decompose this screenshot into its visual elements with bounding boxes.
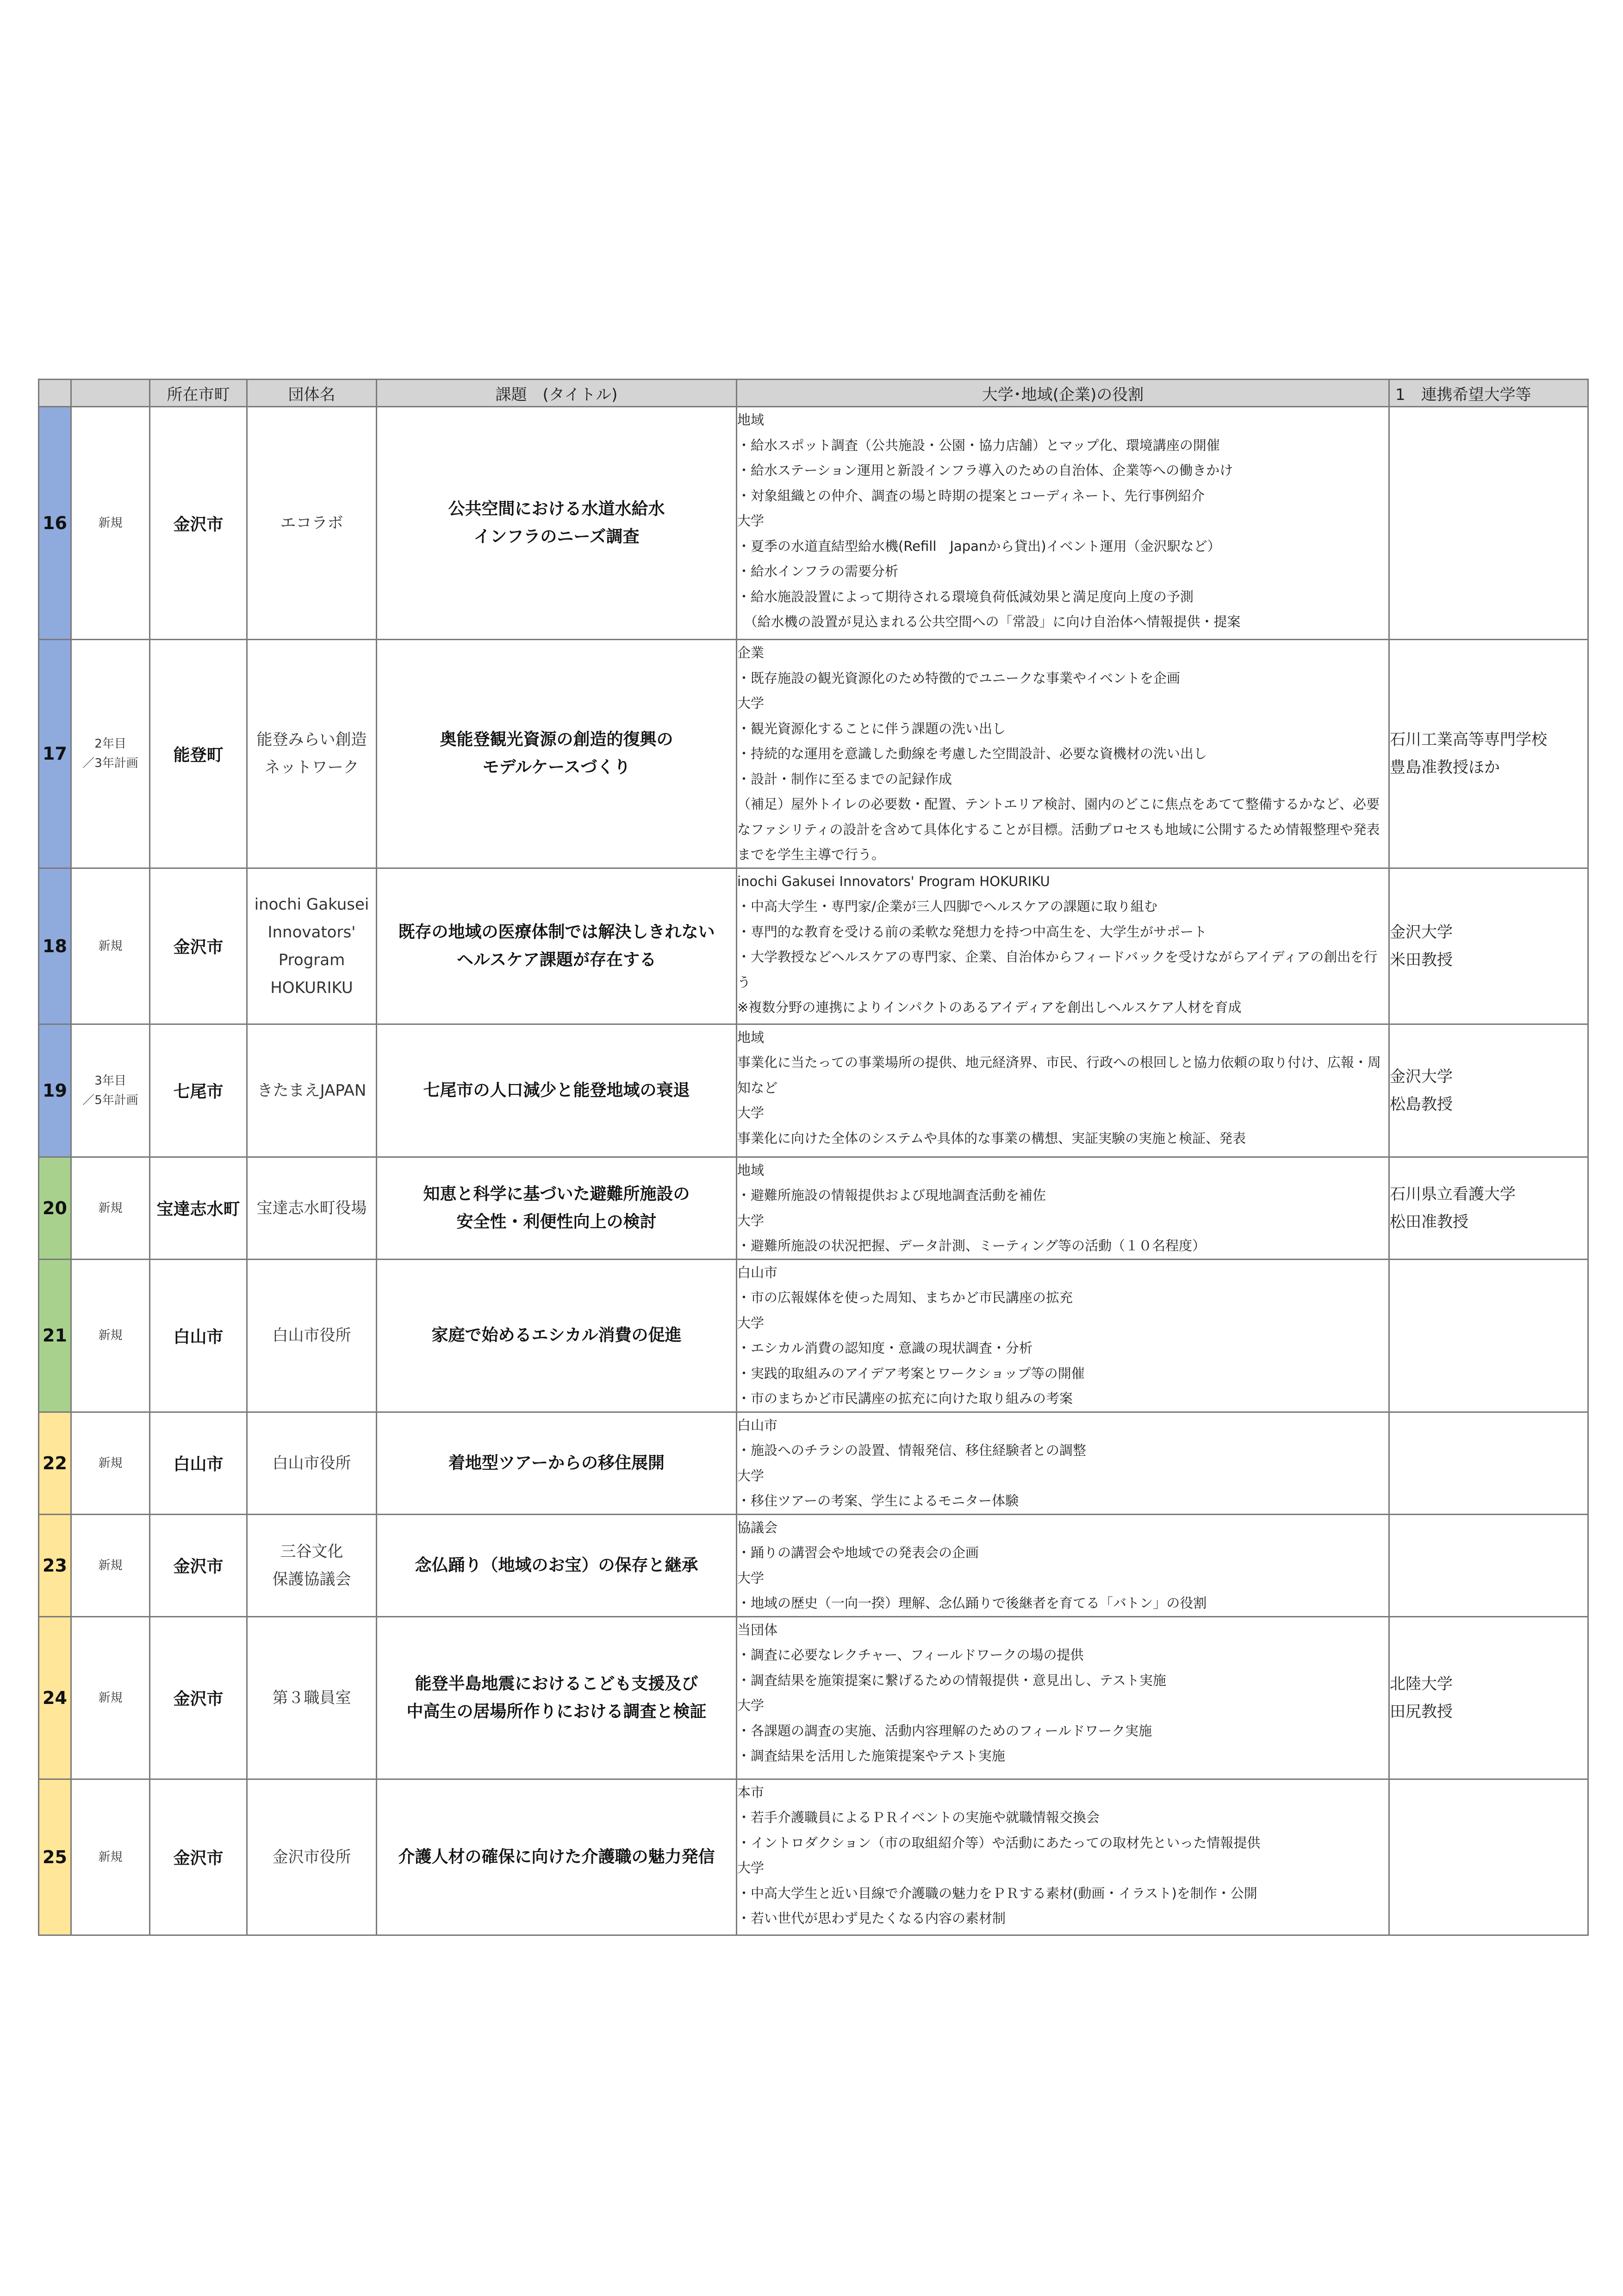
row-city: 白山市 xyxy=(150,1412,247,1514)
role-line: 白山市 xyxy=(737,1264,778,1280)
group-line: 保護協議会 xyxy=(272,1570,351,1589)
role-line: ・観光資源化することに伴う課題の洗い出し xyxy=(737,720,1006,736)
role-line: 事業化に向けた全体のシステムや具体的な事業の構想、実証実験の実施と検証、発表 xyxy=(737,1130,1246,1146)
role-line: ・給水スポット調査（公共施設・公園・協力店舗）とマップ化、環境講座の開催 xyxy=(737,437,1220,453)
group-line: 白山市役所 xyxy=(272,1454,351,1472)
row-title xyxy=(377,407,737,640)
row-university xyxy=(1389,1514,1588,1616)
row-roles xyxy=(737,640,1389,868)
row-status xyxy=(71,1616,150,1779)
row-city: 金沢市 xyxy=(150,407,247,640)
role-line: ・避難所施設の情報提供および現地調査活動を補佐 xyxy=(737,1187,1046,1203)
university-line: 北陸大学 xyxy=(1390,1674,1453,1693)
role-line: 企業 xyxy=(737,645,765,661)
row-city: 七尾市 xyxy=(150,1024,247,1157)
header-university: 1 連携希望大学等 xyxy=(1389,380,1588,407)
role-line: 当団体 xyxy=(737,1622,778,1638)
row-city: 金沢市 xyxy=(150,1779,247,1935)
row-roles xyxy=(737,1779,1389,1935)
table-header-row xyxy=(39,380,1588,407)
table-row xyxy=(39,1157,1588,1259)
role-line: 事業化に当たっての事業場所の提供、地元経済界、市民、行政への根回しと協力依頼の取り付け、広報・周知など xyxy=(737,1054,1381,1096)
role-line: ・避難所施設の状況把握、データ計測、ミーティング等の活動（１０名程度） xyxy=(737,1238,1206,1254)
role-line: ・移住ツアーの考案、学生によるモニター体験 xyxy=(737,1493,1019,1509)
title-line: 公共空間における水道水給水 xyxy=(448,499,665,518)
row-title xyxy=(377,1259,737,1412)
role-line: ※複数分野の連携によりインパクトのあるアイディアを創出しヘルスケア人材を育成 xyxy=(737,999,1242,1015)
row-number: 17 xyxy=(39,640,71,868)
row-group xyxy=(247,1024,377,1157)
title-line: 能登半島地震におけるこども支援及び xyxy=(415,1674,698,1693)
row-roles xyxy=(737,1616,1389,1779)
role-line: （補足）屋外トイレの必要数・配置、テントエリア検討、園内のどこに焦点をあてて整備するかなど、必要なファシリティの設計を含めて具体化することが目標。活動プロセスも地域に公開するため情報整理や発表までを学生主導で行う。 xyxy=(737,796,1380,862)
role-line: 大学 xyxy=(737,1315,765,1331)
role-line: ・エシカル消費の認知度・意識の現状調査・分析 xyxy=(737,1340,1033,1356)
group-line: 三谷文化 xyxy=(280,1542,343,1561)
row-number: 23 xyxy=(39,1514,71,1616)
role-line: ・若い世代が思わず見たくなる内容の素材制 xyxy=(737,1910,1006,1926)
row-university xyxy=(1389,1779,1588,1935)
title-line: インフラのニーズ調査 xyxy=(473,527,640,546)
row-status xyxy=(71,1259,150,1412)
title-line: 念仏踊り（地域のお宝）の保存と継承 xyxy=(415,1555,698,1575)
university-line: 金沢大学 xyxy=(1390,1067,1453,1086)
role-line: 大学 xyxy=(737,1570,765,1586)
row-roles xyxy=(737,1259,1389,1412)
row-university xyxy=(1389,1412,1588,1514)
table-row xyxy=(39,1779,1588,1935)
group-line: Innovators' xyxy=(267,923,356,942)
role-line: ・設計・制作に至るまでの記録作成 xyxy=(737,771,952,787)
row-roles xyxy=(737,1024,1389,1157)
status-line: 新規 xyxy=(98,1691,123,1705)
table-row xyxy=(39,1616,1588,1779)
role-line: ・実践的取組みのアイデア考案とワークショップ等の開催 xyxy=(737,1365,1085,1381)
row-number: 20 xyxy=(39,1157,71,1259)
row-university xyxy=(1389,1259,1588,1412)
title-line: 家庭で始めるエシカル消費の促進 xyxy=(431,1326,682,1345)
row-number: 18 xyxy=(39,868,71,1024)
row-university xyxy=(1389,1024,1588,1157)
role-line: ・踊りの講習会や地域での発表会の企画 xyxy=(737,1545,979,1560)
group-line: ネットワーク xyxy=(264,758,359,777)
title-line: 七尾市の人口減少と能登地域の衰退 xyxy=(423,1080,690,1100)
status-line: 2年目 xyxy=(94,737,126,751)
row-status xyxy=(71,1779,150,1935)
row-status xyxy=(71,868,150,1024)
role-line: ・各課題の調査の実施、活動内容理解のためのフィールドワーク実施 xyxy=(737,1722,1152,1739)
title-line: 安全性・利便性向上の検討 xyxy=(456,1212,657,1231)
group-line: 白山市役所 xyxy=(272,1326,351,1345)
row-group xyxy=(247,640,377,868)
row-number: 16 xyxy=(39,407,71,640)
title-line: 介護人材の確保に向けた介護職の魅力発信 xyxy=(398,1847,715,1866)
row-status xyxy=(71,1157,150,1259)
row-university xyxy=(1389,640,1588,868)
table-row xyxy=(39,1514,1588,1616)
row-title xyxy=(377,868,737,1024)
row-roles xyxy=(737,1514,1389,1616)
table-body xyxy=(39,407,1588,1935)
row-city: 金沢市 xyxy=(150,1514,247,1616)
header-status xyxy=(71,380,150,407)
role-line: ・市のまちかど市民講座の拡充に向けた取り組みの考案 xyxy=(737,1391,1073,1406)
row-group xyxy=(247,407,377,640)
role-line: ・調査結果を施策提案に繋げるための情報提供・意見出し、テスト実施 xyxy=(737,1672,1166,1688)
row-title xyxy=(377,1157,737,1259)
title-line: 着地型ツアーからの移住展開 xyxy=(448,1453,665,1472)
row-roles xyxy=(737,868,1389,1024)
project-table xyxy=(38,379,1589,1936)
row-number: 25 xyxy=(39,1779,71,1935)
role-line: 大学 xyxy=(737,1212,765,1229)
row-status xyxy=(71,1514,150,1616)
table-row xyxy=(39,868,1588,1024)
row-title xyxy=(377,1514,737,1616)
role-line: ・地域の歴史（一向一揆）理解、念仏踊りで後継者を育てる「バトン」の役割 xyxy=(737,1595,1207,1611)
role-line: 地域 xyxy=(737,412,765,428)
header-group: 団体名 xyxy=(247,380,377,407)
role-line: ・給水インフラの需要分析 xyxy=(737,563,899,579)
role-line: 大学 xyxy=(737,513,765,529)
university-line: 石川工業高等専門学校 xyxy=(1390,730,1547,749)
group-line: inochi Gakusei xyxy=(254,895,369,914)
row-city: 白山市 xyxy=(150,1259,247,1412)
row-group xyxy=(247,1616,377,1779)
status-line: 新規 xyxy=(98,1558,123,1572)
row-city: 金沢市 xyxy=(150,1616,247,1779)
role-line: 大学 xyxy=(737,1697,765,1713)
row-group xyxy=(247,868,377,1024)
status-line: 新規 xyxy=(98,516,123,530)
role-line: ・イントロダクション（市の取組紹介等）や活動にあたっての取材先といった情報提供 xyxy=(737,1834,1261,1851)
university-line: 石川県立看護大学 xyxy=(1390,1185,1516,1204)
group-line: 能登みらい創造 xyxy=(256,730,367,749)
status-line: 新規 xyxy=(98,1850,123,1864)
title-line: 中高生の居場所作りにおける調査と検証 xyxy=(406,1702,707,1721)
row-roles xyxy=(737,1412,1389,1514)
group-line: HOKURIKU xyxy=(270,978,353,997)
role-line: ・専門的な教育を受ける前の柔軟な発想力を持つ中高生を、大学生がサポート xyxy=(737,923,1207,940)
header-num xyxy=(39,380,71,407)
status-line: ／3年計画 xyxy=(82,756,138,771)
status-line: 新規 xyxy=(98,1456,123,1470)
role-line: 本市 xyxy=(737,1784,765,1800)
row-number: 19 xyxy=(39,1024,71,1157)
row-number: 24 xyxy=(39,1616,71,1779)
table-row xyxy=(39,407,1588,640)
status-line: 新規 xyxy=(98,1201,123,1215)
role-line: 大学 xyxy=(737,1860,765,1876)
role-line: ・既存施設の観光資源化のため特徴的でユニークな事業やイベントを企画 xyxy=(737,670,1181,686)
row-title xyxy=(377,1024,737,1157)
header-title: 課題 (タイトル) xyxy=(377,380,737,407)
university-line: 米田教授 xyxy=(1390,950,1453,969)
university-line: 田尻教授 xyxy=(1390,1702,1453,1721)
row-title xyxy=(377,1779,737,1935)
role-line: ・夏季の水道直結型給水機(Refill Japanから貸出)イベント運用（金沢駅など） xyxy=(737,538,1221,554)
title-line: 奥能登観光資源の創造的復興の xyxy=(440,730,673,749)
title-line: 知恵と科学に基づいた避難所施設の xyxy=(423,1184,690,1204)
title-line: 既存の地域の医療体制では解決しきれない xyxy=(398,922,715,942)
row-city: 能登町 xyxy=(150,640,247,868)
row-university xyxy=(1389,868,1588,1024)
row-title xyxy=(377,640,737,868)
role-line: ・調査結果を活用した施策提案やテスト実施 xyxy=(737,1748,1005,1764)
role-line: （給水機の設置が見込まれる公共空間への「常設」に向け自治体へ情報提供・提案 xyxy=(737,614,1241,630)
row-roles xyxy=(737,1157,1389,1259)
header-city: 所在市町 xyxy=(150,380,247,407)
row-title xyxy=(377,1616,737,1779)
title-line: モデルケースづくり xyxy=(482,758,631,777)
row-group xyxy=(247,1412,377,1514)
group-line: 第３職員室 xyxy=(272,1688,351,1707)
row-group xyxy=(247,1259,377,1412)
status-line: ／5年計画 xyxy=(82,1093,138,1107)
group-line: きたまえJAPAN xyxy=(257,1081,367,1100)
row-status xyxy=(71,1024,150,1157)
role-line: ・大学教授などヘルスケアの専門家、企業、自治体からフィードバックを受けながらアイディアの創出を行う xyxy=(737,949,1378,990)
role-line: ・中高大学生・専門家/企業が三人四脚でヘルスケアの課題に取り組む xyxy=(737,898,1157,914)
university-line: 金沢大学 xyxy=(1390,923,1453,942)
header-role: 大学･地域(企業)の役割 xyxy=(737,380,1389,407)
role-line: 大学 xyxy=(737,1467,765,1484)
row-roles xyxy=(737,407,1389,640)
row-number: 21 xyxy=(39,1259,71,1412)
role-line: 地域 xyxy=(737,1162,765,1178)
row-group xyxy=(247,1514,377,1616)
group-line: 金沢市役所 xyxy=(272,1847,351,1866)
table-row xyxy=(39,1412,1588,1514)
role-line: inochi Gakusei Innovators' Program HOKURIKU xyxy=(737,873,1050,889)
university-line: 松田准教授 xyxy=(1390,1212,1468,1231)
row-group xyxy=(247,1779,377,1935)
role-line: ・若手介護職員によるＰＲイベントの実施や就職情報交換会 xyxy=(737,1809,1100,1825)
role-line: 白山市 xyxy=(737,1417,778,1433)
row-university xyxy=(1389,1616,1588,1779)
status-line: 新規 xyxy=(98,1329,123,1342)
role-line: ・調査に必要なレクチャー、フィールドワークの場の提供 xyxy=(737,1647,1084,1663)
university-line: 松島教授 xyxy=(1390,1095,1453,1114)
role-line: ・給水ステーション運用と新設インフラ導入のための自治体、企業等への働きかけ xyxy=(737,462,1233,478)
role-line: 地域 xyxy=(737,1029,765,1045)
row-group xyxy=(247,1157,377,1259)
row-title xyxy=(377,1412,737,1514)
group-line: エコラボ xyxy=(280,514,343,532)
status-line: 新規 xyxy=(98,939,123,953)
row-status xyxy=(71,1412,150,1514)
row-city: 金沢市 xyxy=(150,868,247,1024)
role-line: ・施設へのチラシの設置、情報発信、移住経験者との調整 xyxy=(737,1442,1087,1458)
table-row xyxy=(39,1024,1588,1157)
row-university xyxy=(1389,1157,1588,1259)
university-line: 豊島准教授ほか xyxy=(1390,758,1500,777)
role-line: ・対象組織との仲介、調査の場と時期の提案とコーディネート、先行事例紹介 xyxy=(737,487,1205,504)
role-line: 大学 xyxy=(737,1105,765,1121)
title-line: ヘルスケア課題が存在する xyxy=(457,950,656,969)
row-city: 宝達志水町 xyxy=(150,1157,247,1259)
group-line: Program xyxy=(278,950,345,969)
row-university xyxy=(1389,407,1588,640)
row-status xyxy=(71,640,150,868)
group-line: 宝達志水町役場 xyxy=(256,1198,367,1217)
role-line: ・市の広報媒体を使った周知、まちかど市民講座の拡充 xyxy=(737,1290,1073,1305)
role-line: ・持続的な運用を意識した動線を考慮した空間設計、必要な資機材の洗い出し xyxy=(737,746,1207,761)
role-line: 協議会 xyxy=(737,1519,778,1535)
role-line: ・中高大学生と近い目線で介護職の魅力をＰＲする素材(動画・イラスト)を制作・公開 xyxy=(737,1885,1257,1901)
row-number: 22 xyxy=(39,1412,71,1514)
role-line: 大学 xyxy=(737,695,765,711)
row-status xyxy=(71,407,150,640)
role-line: ・給水施設設置によって期待される環境負荷低減効果と満足度向上度の予測 xyxy=(737,588,1194,605)
table-row xyxy=(39,1259,1588,1412)
table-row xyxy=(39,640,1588,868)
status-line: 3年目 xyxy=(94,1073,126,1088)
